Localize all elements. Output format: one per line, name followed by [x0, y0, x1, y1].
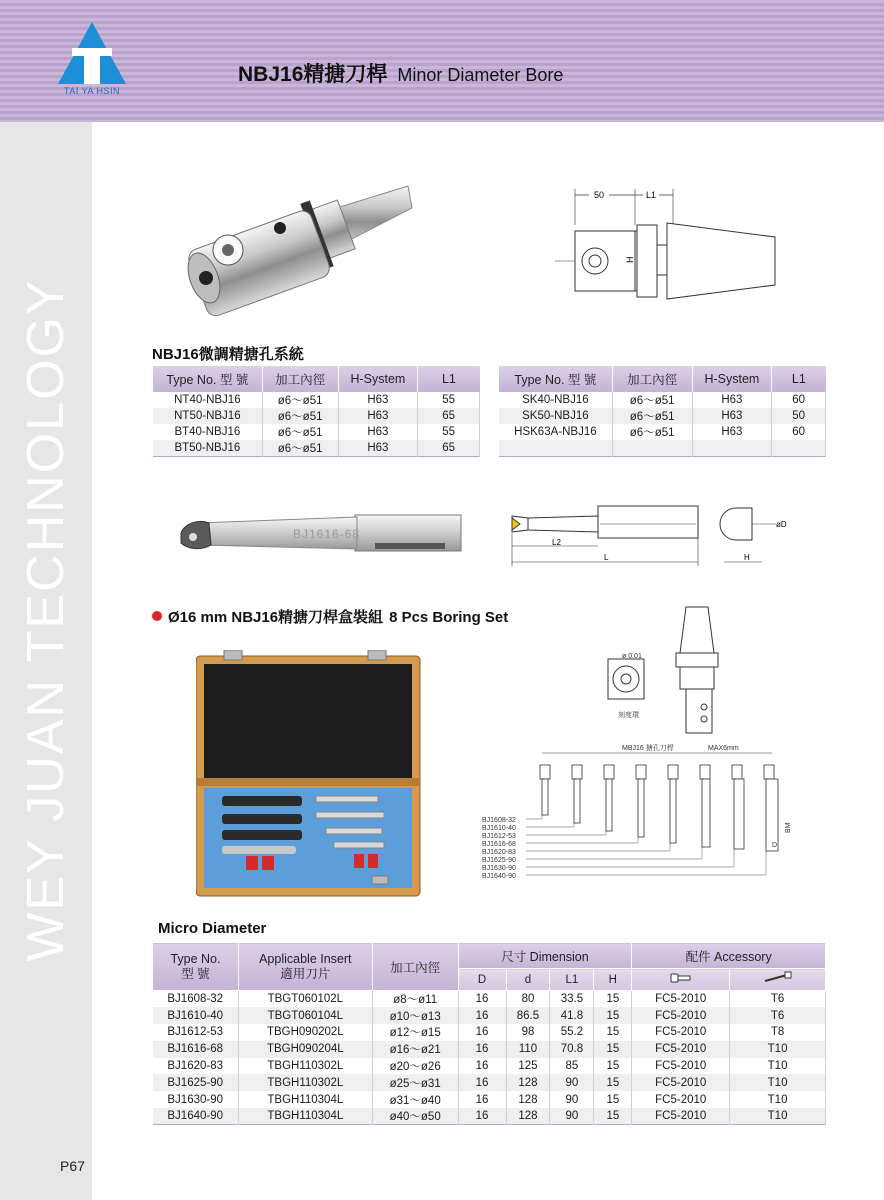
set-bar-label: BJ1616-68: [482, 841, 516, 848]
system-table-right: [498, 366, 826, 457]
boring-bar-photo: [175, 505, 465, 565]
dim-d: D: [772, 842, 778, 849]
header-l1: L1: [550, 969, 594, 991]
set-bar-label: BJ1625-90: [482, 857, 516, 864]
dim-l1: L1: [645, 190, 657, 200]
table-row: BJ1640-90 TBGH110304L ø40～ø50 16 128 90 15 FC5-2010 T10: [153, 1108, 826, 1125]
dim-50: 50: [593, 190, 605, 200]
screw-icon: [670, 971, 692, 985]
tool-holder-photo: [180, 180, 415, 320]
page-title-zh: NBJ16精搪刀桿: [238, 63, 388, 86]
table-row: BJ1608-32 TBGT060102L ø8～ø11 16 80 33.5 15 FC5-2010 T6: [153, 991, 826, 1008]
header-d-major: D: [458, 969, 506, 991]
header-insert: Applicable Insert 適用刀片: [238, 943, 372, 991]
table-row: BT50-NBJ16 ø6～ø51 H63 65: [153, 440, 480, 457]
page-number: P67: [60, 1158, 85, 1174]
set-bar-label: BJ1612-53: [482, 833, 516, 840]
table-row: SK40-NBJ16 ø6～ø51 H63 60: [499, 392, 826, 408]
table-row: BJ1625-90 TBGH110302L ø25～ø31 16 128 90 15 FC5-2010 T10: [153, 1074, 826, 1091]
table-row: HSK63A-NBJ16 ø6～ø51 H63 60: [499, 424, 826, 440]
set-bar-label: BJ1630-90: [482, 865, 516, 872]
boring-set-title-en: 8 Pcs Boring Set: [389, 609, 509, 626]
header-accessory: 配件 Accessory: [632, 943, 826, 969]
boring-set-box-photo: [196, 650, 426, 898]
torx-wrench-icon: [763, 971, 793, 985]
boring-bar-drawing: [500, 498, 800, 578]
side-band-text: WEY JUAN TECHNOLOGY: [17, 278, 75, 962]
header-l1: L1: [418, 366, 480, 392]
tolerance-label: ø 0.01: [622, 653, 642, 660]
dim-od: øD: [776, 520, 787, 529]
bar-engraving: BJ1616-68: [293, 527, 361, 541]
table-row: BJ1620-83 TBGH110302L ø20～ø26 16 125 85 15 FC5-2010 T10: [153, 1058, 826, 1075]
header-type: Type No. 型 號: [153, 366, 263, 392]
header-h: H: [594, 969, 632, 991]
system-table-left: [152, 366, 480, 457]
set-bar-label: BJ1610-40: [482, 825, 516, 832]
header-bore: 加工內徑: [262, 366, 338, 392]
table-row: BJ1612-53 TBGH090202L ø12～ø15 16 98 55.2 15 FC5-2010 T8: [153, 1024, 826, 1041]
header-type: Type No. 型 號: [153, 943, 239, 991]
header-l1: L1: [772, 366, 826, 392]
table-row: BJ1630-90 TBGH110304L ø31～ø40 16 128 90 15 FC5-2010 T10: [153, 1091, 826, 1108]
boring-set-diagram: [482, 603, 802, 903]
dim-l2: L2: [552, 538, 561, 547]
header-bore: 加工內徑: [372, 943, 458, 991]
dim-l: L: [604, 553, 609, 562]
header-type: Type No. 型 號: [499, 366, 613, 392]
table-row: BT40-NBJ16 ø6～ø51 H63 55: [153, 424, 480, 440]
boring-set-title: [152, 606, 508, 627]
page-title-en: Minor Diameter Bore: [397, 65, 564, 85]
max-label: MAX6mm: [708, 745, 739, 752]
table-row: BJ1616-68 TBGH090204L ø16～ø21 16 110 70.8 15 FC5-2010 T10: [153, 1041, 826, 1058]
system-section-title: NBJ16微調精搪孔系統: [152, 346, 304, 363]
header-wrench: [730, 969, 826, 991]
tool-holder-drawing: [555, 185, 790, 310]
page-title: [238, 58, 563, 88]
micro-section-title: Micro Diameter: [158, 920, 267, 937]
dial-label: 刻度環: [618, 712, 639, 719]
header-hsystem: H-System: [338, 366, 418, 392]
header-bore: 加工內徑: [612, 366, 692, 392]
table-row: [499, 440, 826, 456]
set-bar-label: BJ1640-90: [482, 873, 516, 880]
header-screw: [632, 969, 730, 991]
dim-h: H: [625, 256, 635, 263]
set-bar-label: BJ1620-83: [482, 849, 516, 856]
header-d-minor: d: [506, 969, 550, 991]
header-hsystem: H-System: [692, 366, 772, 392]
bar-label: MBJ16 搪孔刀桿: [622, 745, 674, 752]
table-row: NT40-NBJ16 ø6～ø51 H63 55: [153, 392, 480, 408]
micro-diameter-table: [152, 942, 826, 1125]
boring-set-title-zh: Ø16 mm NBJ16精搪刀桿盒裝組: [168, 609, 384, 626]
set-bar-label: BJ1608-32: [482, 817, 516, 824]
dim-bm: BM: [785, 822, 792, 833]
table-row: BJ1610-40 TBGT060104L ø10～ø13 16 86.5 41.8 15 FC5-2010 T6: [153, 1007, 826, 1024]
table-row: NT50-NBJ16 ø6～ø51 H63 65: [153, 408, 480, 424]
bullet-icon: [152, 611, 162, 621]
header-dimension: 尺寸 Dimension: [458, 943, 632, 969]
logo-text: TAI YA HSIN: [63, 86, 120, 96]
dim-h: H: [744, 553, 750, 562]
table-row: SK50-NBJ16 ø6～ø51 H63 50: [499, 408, 826, 424]
